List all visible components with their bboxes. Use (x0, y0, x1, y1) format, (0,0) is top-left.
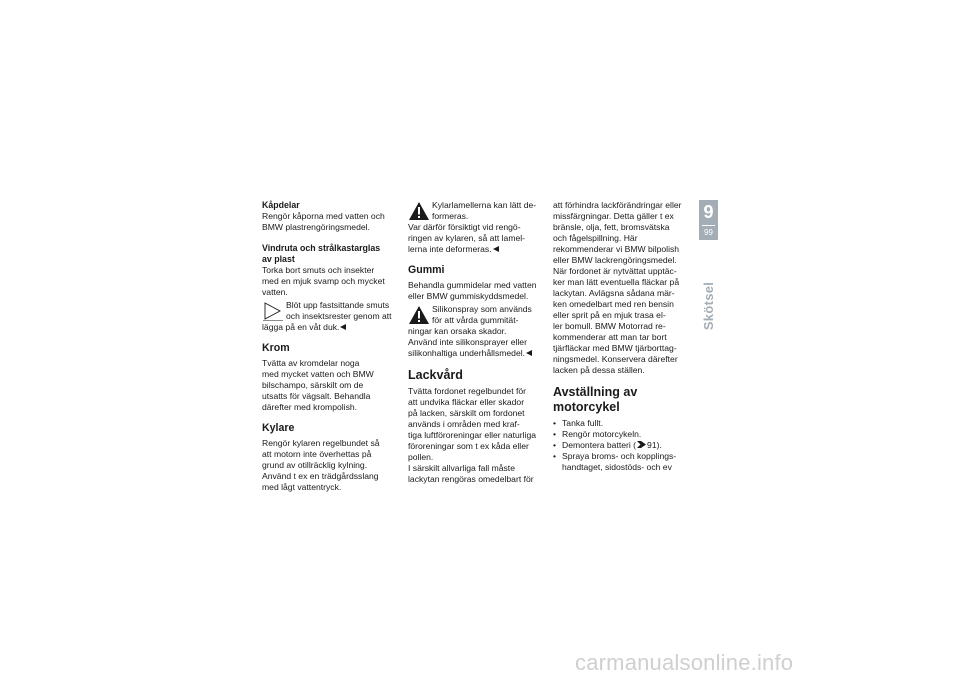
text-line: bilschampo, särskilt om de (262, 380, 364, 390)
text-line: BMW plastrengöringsmedel. (262, 222, 370, 232)
section-label: Skötsel (701, 281, 716, 331)
text-line: med lågt vattentryck. (262, 482, 342, 492)
warning-kylare (408, 200, 551, 255)
text-line: I särskilt allvarliga fall måste (408, 463, 515, 473)
text-line: därefter med krompolish. (262, 402, 358, 412)
tab-divider (702, 225, 715, 226)
note-line: och insektsrester genom att (286, 311, 392, 321)
text-line: lackytan. Avlägsna sådana mär- (553, 288, 675, 298)
warning-line: lerna inte deformeras. (408, 244, 551, 255)
text-line: eller BMW gummiskyddsmedel. (408, 291, 529, 301)
column-3 (553, 200, 696, 473)
warning-triangle-icon (408, 305, 430, 325)
heading-kylare: Kylare (262, 422, 295, 434)
text-gummi (408, 280, 551, 302)
heading-line: motorcykel (553, 400, 620, 414)
watermark: carmanualsonline.info (575, 650, 794, 675)
list-item: • Rengör motorcykeln. (553, 429, 696, 440)
text-kylare (262, 438, 405, 493)
warning-gummi (408, 304, 551, 359)
warning-line: ringen av kylaren, så att lamel- (408, 233, 526, 243)
text-kapdelar (262, 211, 405, 233)
text-line: föroreningar som t ex kåda eller (408, 441, 529, 451)
text-line: rekommenderar vi BMW bilpolish (553, 244, 680, 254)
note-vindruta (262, 300, 405, 333)
text-lackvard (408, 386, 551, 485)
text-line: ker man lätt eventuella fläckar på (553, 277, 680, 287)
heading-line: Vindruta och strålkastarglas (262, 243, 381, 253)
heading-lackvard: Lackvård (408, 368, 463, 382)
text-line: med en mjuk svamp och mycket (262, 276, 385, 286)
text-line: utsatts för vägsalt. Behandla (262, 391, 371, 401)
list-item: • Spraya broms- och kopplings- handtaget, sidostöds- och ev (553, 451, 696, 473)
text-line: Tvätta av kromdelar noga (262, 358, 360, 368)
text-line: Använd t ex en trädgårdsslang (262, 471, 379, 481)
end-mark-icon (493, 246, 499, 252)
text-line: Rengör kylaren regelbundet så (262, 438, 380, 448)
text-line: lackytan rengöras omedelbart för (408, 474, 534, 484)
heading-vindruta (262, 243, 405, 265)
text-vindruta (262, 265, 405, 298)
text-line: vatten. (262, 287, 288, 297)
warning-line: Silikonspray som används (432, 304, 532, 314)
heading-line: Avställning av (553, 385, 638, 399)
text-line: tjärfläckar med BMW tjärborttag- (553, 343, 677, 353)
text-line: Torka bort smuts och insekter (262, 265, 375, 275)
text-line: ken omedelbart med ren bensin (553, 299, 674, 309)
arrow-right-icon (637, 441, 646, 448)
chapter-number: 9 (703, 202, 714, 222)
warning-triangle-icon (408, 201, 430, 221)
heading-krom: Krom (262, 342, 290, 354)
heading-gummi: Gummi (408, 264, 445, 276)
text-line: kommenderar att man tar bort (553, 332, 667, 342)
text-line: bränsle, olja, fett, bromsvätska (553, 222, 670, 232)
warning-line: ningar kan orsaka skador. (408, 326, 507, 336)
text-krom (262, 358, 405, 413)
text-line: att undvika fläckar eller skador (408, 397, 525, 407)
heading-line: av plast (262, 254, 295, 264)
text-line: och fågelspillning. Här (553, 233, 638, 243)
warning-line: Kylarlamellerna kan lätt de- (432, 200, 537, 210)
chapter-tab (699, 200, 718, 240)
heading-avstallning (553, 385, 696, 415)
text-line: grund av otillräcklig kylning. (262, 460, 368, 470)
text-line: Behandla gummidelar med vatten (408, 280, 537, 290)
text-line: ler bomull. BMW Motorrad re- (553, 321, 666, 331)
warning-line: formeras. (432, 211, 469, 221)
end-mark-icon (340, 324, 346, 330)
warning-line: Var därför försiktigt vid rengö- (408, 222, 521, 232)
text-line: När fordonet är nytvättat upptäc- (553, 266, 677, 276)
text-line: används i områden med kraf- (408, 419, 520, 429)
text-lackvard-cont (553, 200, 696, 376)
end-mark-icon (526, 350, 532, 356)
text-line: ningsmedel. Konservera därefter (553, 354, 678, 364)
heading-kapdelar: Kåpdelar (262, 200, 300, 210)
text-line: lacken på dessa ställen. (553, 365, 645, 375)
note-line: lägga på en våt duk. (262, 322, 405, 333)
hint-triangle-icon (262, 301, 284, 321)
warning-line: för att vårda gummität- (432, 315, 519, 325)
list-item: • Demontera batteri ( 91). (553, 440, 696, 451)
text-line: Rengör kåporna med vatten och (262, 211, 385, 221)
column-2 (408, 200, 551, 485)
text-line: missfärgningar. Detta gäller t ex (553, 211, 674, 221)
text-line: eller BMW lackrengöringsmedel. (553, 255, 677, 265)
note-line: Blöt upp fastsittande smuts (286, 300, 390, 310)
list-item: • Tanka fullt. (553, 418, 696, 429)
text-line: pollen. (408, 452, 434, 462)
bullet-list (553, 418, 696, 473)
text-line: med mycket vatten och BMW (262, 369, 374, 379)
page-number: 99 (704, 228, 713, 237)
warning-line: silikonhaltiga underhållsmedel. (408, 348, 551, 359)
text-line: att motorn inte överhettas på (262, 449, 372, 459)
text-line: att förhindra lackförändringar eller (553, 200, 682, 210)
warning-line: Använd inte silikonsprayer eller (408, 337, 527, 347)
text-line: Tvätta fordonet regelbundet för (408, 386, 527, 396)
column-1 (262, 200, 405, 493)
text-line: tiga luftföroreningar eller naturliga (408, 430, 537, 440)
text-line: eller sprit på en mjuk trasa el- (553, 310, 666, 320)
text-line: på lacken, särskilt om fordonet (408, 408, 525, 418)
